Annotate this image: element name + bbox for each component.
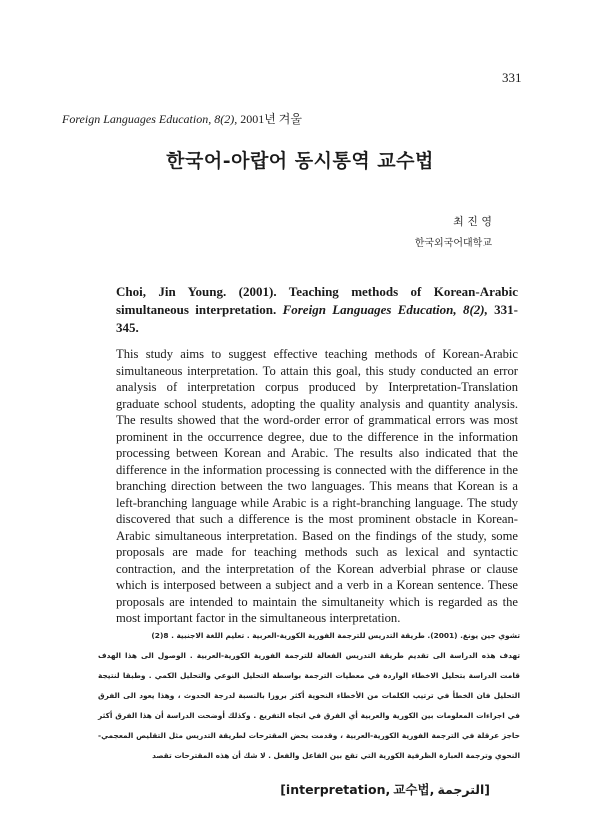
- arabic-abstract-body: تهدف هذه الدراسة الى تقديم طريقة التدريس الفعالة للترجمة الفورية الكورية-العربية . الوصول الى هذا الهدف قامت الدراسة بتحليل الاخطاء الواردة في معطيات الترجمة بواسطة التحليل النوعي والتحليل الكمي . وطبقا لنتيجة التحليل فان الخطأ في ترتيب الكلمات من الأخطاء النحوية أكثر بروزا بالنسبة لدرجة الحدوث ، وهذا يعود الى الفرق في اجراءات المعلومات بين الكورية والعربية أي الفرق في اتجاه التفريع . وكذلك أوضحت الدراسة أن هذا الفرق أكثر حاجز عرقلة في الترجمة الفورية الكورية-العربية ، وقدمت بحض المقترحات لطريقة التدريس مثل التقليص المعجمي-النحوي وترجمة العبارة الظرفية الكورية التي تقع بين الفاعل والفعل . لا شك أن هذه المقترحات تقصد: [98, 651, 520, 760]
- journal-name: Foreign Languages Education,: [62, 112, 212, 126]
- citation-lead: Choi, Jin Young. (2001). Teaching methods of Korean-Arabic simultaneous interpretation.: [116, 284, 518, 317]
- keyword-close: ]: [484, 782, 490, 797]
- paper-title: 한국어-아랍어 동시통역 교수법: [166, 150, 434, 172]
- citation-pages: 331-345.: [116, 302, 519, 335]
- keyword-korean: 교수법,: [393, 782, 435, 797]
- english-abstract: This study aims to suggest effective teaching methods of Korean-Arabic simultaneous interpretation. To attain this goal, this study conducted an error analysis of interpretation corpus produced by Interpretation-Translation graduate school students, adopting the quality analysis and quantity analysis. The results showed that the word-order error of grammatical errors was most prominent in the occurrence degree, due to the difference in the information processing between Korean and Arabic. The results also indicated that the difference in the information processing is connected with the difference in the branching direction between the two languages. This means that Korean is a left-branching language while Arabic is a right-branching language. The study discovered that such a difference is the most prominent obstacle in Korean-Arabic simultaneous interpretation. Based on the findings of the study, some proposals are made for teaching methods such as lexical and syntactic contraction, and the interpretation of the Korean adverbial phrase or clause which is interposed between a subject and a verb in a Korean sentence. These proposals are intended to maintain the simultaneity which is regarded as the most important factor in the simultaneous interpretation.: [116, 347, 518, 625]
- keywords: [280, 780, 490, 798]
- journal-issue: 2001년 겨울: [240, 112, 302, 126]
- author-name: 최 진 영: [453, 215, 492, 228]
- citation: [116, 283, 518, 337]
- journal-volume: 8(2),: [214, 112, 238, 126]
- author-affiliation: 한국외국어대학교: [414, 238, 492, 249]
- arabic-citation: تشوي جين يونغ. (2001). طريقة التدريس للترجمة الفورية الكورية-العربية . تعليم اللغة الاجنبية . 8(2): [151, 631, 520, 640]
- keyword-interpretation: [interpretation,: [280, 782, 391, 797]
- arabic-abstract: [98, 626, 520, 766]
- keyword-arabic: الترجمة: [437, 782, 485, 797]
- citation-journal: Foreign Languages Education, 8(2),: [282, 302, 488, 317]
- page-number: 331: [502, 70, 522, 85]
- journal-header: [62, 110, 302, 127]
